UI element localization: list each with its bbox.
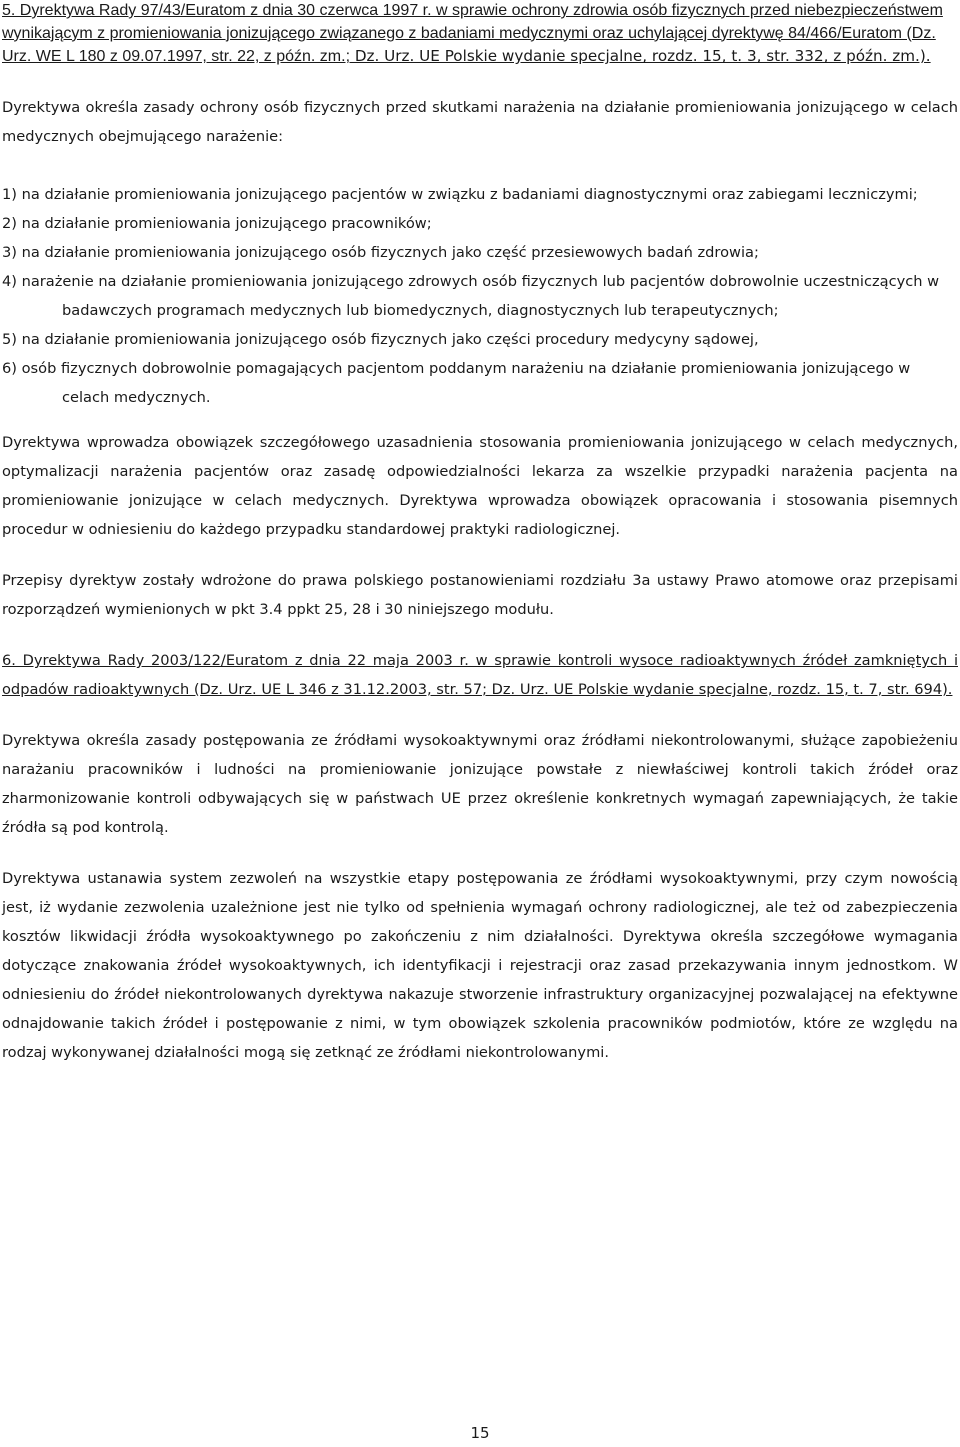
section-5-paragraph-3: Przepisy dyrektyw zostały wdrożone do prawa polskiego postanowieniami rozdziału 3a ustawy Prawo atomowe oraz przepisami rozporządzeń wymienionych w pkt 3.4 ppkt 25, 28 i 30 niniejszego modułu. <box>2 572 958 619</box>
list-item: 6) osób fizycznych dobrowolnie pomagających pacjentom poddanym narażeniu na działanie promieniowania jonizującego w celach medycznych. <box>2 360 911 407</box>
section-5-heading-text-cont: Dz. Urz. UE Polskie wydanie specjalne, rozdz. 15, t. 3, str. 332, z późn. zm.). <box>350 47 931 66</box>
section-5-paragraph-2: Dyrektywa wprowadza obowiązek szczegółowego uzasadnienia stosowania promieniowania jonizującego w celach medycznych, optymalizacji narażenia pacjentów oraz zasadę odpowiedzialności lekarza za wszelkie przypadki narażenia pacjenta na promieniowanie jonizujące w celach medycznych. Dyrektywa wprowadza obowiązek opracowania i stosowania pisemnych procedur w odniesieniu do każdego przypadku standardowej praktyki radiologicznej. <box>2 434 958 539</box>
exposure-list <box>2 180 958 412</box>
section-5-heading-text: 5. Dyrektywa Rady 97/43/Euratom z dnia 30 czerwca 1997 r. w sprawie ochrony zdrowia osób fizycznych przed niebezpieczeństwem wynikającym z promieniowania jonizującego związanego z badaniami medycznymi oraz uchylającej dyrektywę 84/466/Euratom (Dz. Urz. WE L 180 z 09.07.1997, str. 22, z późn. zm.; <box>2 2 943 66</box>
section-6-paragraph-1: Dyrektywa określa zasady postępowania ze źródłami wysokoaktywnymi oraz źródłami niekontrolowanymi, służące zapobieżeniu narażaniu pracowników i ludności na promieniowanie jonizujące powstałe z niewłaściwej kontroli takich źródeł oraz zharmonizowanie kontroli odbywających się w państwach UE przez określenie konkretnych wymagań zapewniających, że takie źródła są pod kontrolą. <box>2 732 958 837</box>
section-6-paragraph-2: Dyrektywa ustanawia system zezwoleń na wszystkie etapy postępowania ze źródłami wysokoaktywnymi, przy czym nowością jest, iż wydanie zezwolenia uzależnione jest nie tylko od spełnienia wymagań ochrony radiologicznej, ale też od zabezpieczenia kosztów likwidacji źródła wysokoaktywnego po zakończeniu z nim działalności. Dyrektywa określa szczegółowe wymagania dotyczące znakowania źródeł wysokoaktywnych, ich identyfikacji i rejestracji oraz zasad przekazywania innym jednostkom. W odniesieniu do źródeł niekontrolowanych dyrektywa nakazuje stworzenie infrastruktury organizacyjnej pozwalającej na efektywne odnajdowanie takich źródeł i postępowanie z nimi, w tym obowiązek szkolenia pracowników podmiotów, które ze względu na rodzaj wykonywanej działalności mogą się zetknąć ze źródłami niekontrolowanymi. <box>2 870 958 1062</box>
page-number: 15 <box>470 1424 490 1442</box>
list-item: 2) na działanie promieniowania jonizującego pracowników; <box>2 215 432 233</box>
list-item: 1) na działanie promieniowania jonizującego pacjentów w związku z badaniami diagnostycznymi oraz zabiegami leczniczymi; <box>2 186 918 204</box>
list-item: 4) narażenie na działanie promieniowania jonizującego zdrowych osób fizycznych lub pacjentów dobrowolnie uczestniczących w badawczych programach medycznych lub biomedycznych, diagnostycznych lub terapeutycznych; <box>2 273 940 320</box>
list-item: 3) na działanie promieniowania jonizującego osób fizycznych jako część przesiewowych badań zdrowia; <box>2 244 759 262</box>
list-item: 5) na działanie promieniowania jonizującego osób fizycznych jako części procedury medycyny sądowej, <box>2 331 759 349</box>
section-5-heading <box>2 0 958 69</box>
section-6-heading: 6. Dyrektywa Rady 2003/122/Euratom z dnia 22 maja 2003 r. w sprawie kontroli wysoce radioaktywnych źródeł zamkniętych i odpadów radioaktywnych (Dz. Urz. UE L 346 z 31.12.2003, str. 57; Dz. Urz. UE Polskie wydanie specjalne, rozdz. 15, t. 7, str. 694). <box>2 652 958 699</box>
section-5-intro: Dyrektywa określa zasady ochrony osób fizycznych przed skutkami narażenia na działanie promieniowania jonizującego w celach medycznych obejmującego narażenie: <box>2 99 958 146</box>
document-page <box>2 0 958 1067</box>
